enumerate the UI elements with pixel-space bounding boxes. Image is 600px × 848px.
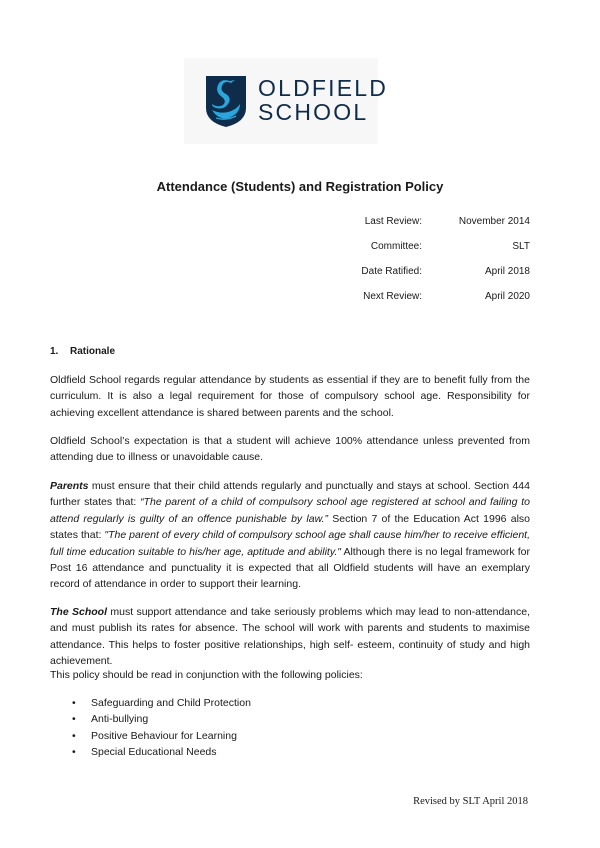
meta-label: Next Review: [363, 291, 422, 302]
section-heading [50, 346, 115, 357]
parents-lead: Parents [50, 480, 89, 492]
section-number: 1. [50, 346, 59, 357]
school-name [258, 76, 388, 124]
policy-label: Special Educational Needs [91, 746, 217, 759]
bullet-icon: • [72, 746, 76, 759]
paragraph-expectation: Oldfield School’s expectation is that a student will achieve 100% attendance unless prevented from attending due to illness or unavoidable cause. [50, 435, 530, 464]
bullet-icon: • [72, 713, 76, 726]
meta-value: SLT [512, 241, 530, 252]
document-title: Attendance (Students) and Registration Policy [156, 179, 444, 194]
meta-label: Last Review: [364, 216, 422, 227]
list-item [70, 711, 251, 727]
school-name-line1: OLDFIELD [258, 75, 389, 101]
policy-label: Anti-bullying [91, 713, 149, 726]
meta-label: Date Ratified: [361, 266, 422, 277]
school-name-line2: SCHOOL [258, 99, 369, 125]
meta-value: November 2014 [458, 216, 530, 227]
paragraph-parents [50, 478, 530, 593]
parents-text-1: must ensure that their child attends regularly and punctually and stays at school. Section 444 further states that: [50, 480, 530, 509]
policy-label: Safeguarding and Child Protection [91, 697, 251, 709]
bullet-icon: • [72, 697, 76, 709]
parents-text-3: Although there is no legal framework for Post 16 attendance and punctuality it is expected that all Oldfield students will have an exemplary record of attendance in order to support their learning. [50, 545, 531, 591]
meta-row-date-ratified [330, 266, 530, 291]
list-item [70, 728, 251, 744]
list-item [70, 695, 251, 711]
meta-value: April 2020 [484, 291, 530, 302]
school-text: must support attendance and take seriously problems which may lead to non-attendance, and must publish its rates for absence. The school will work with parents and students to maximise attendance. This helps to foster positive relationships, high self- esteem, continuity of study and high achievement. [50, 606, 530, 668]
parents-quote-2: "The parent of every child of compulsory school age shall cause him/her to receive efficient, full time education suitable to his/her age, aptitude and ability." [50, 529, 530, 558]
swan-crest-icon [204, 74, 248, 128]
paragraph-school [50, 604, 530, 670]
meta-row-next-review [330, 291, 530, 316]
bullet-icon: • [72, 729, 76, 742]
revision-footer: Revised by SLT April 2018 [413, 796, 528, 807]
school-logo [184, 58, 389, 144]
section-title: Rationale [70, 346, 116, 357]
school-lead: The School [50, 606, 108, 618]
policy-label: Positive Behaviour for Learning [91, 729, 237, 742]
parents-quote-1: “The parent of a child of compulsory school age registered at school and failing to attend regularly is guilty of an offence punishable by law.” [50, 496, 531, 525]
related-policies-list [70, 695, 251, 761]
list-item [70, 744, 251, 760]
meta-row-committee [330, 241, 530, 266]
meta-value: April 2018 [484, 266, 530, 277]
paragraph-rationale: Oldfield School regards regular attendance by students as essential if they are to benefit fully from the curriculum. It is also a legal requirement for those of compulsory school age. Responsibility for achieving excellent attendance is shared between parents and the school. [50, 374, 530, 419]
parents-text-2: Section 7 of the Education Act 1996 also states that: [50, 512, 530, 542]
meta-row-last-review [330, 216, 530, 241]
meta-label: Committee: [370, 241, 422, 252]
review-metadata [330, 216, 530, 316]
paragraph-conjunction: This policy should be read in conjunction with the following policies: [50, 669, 363, 681]
